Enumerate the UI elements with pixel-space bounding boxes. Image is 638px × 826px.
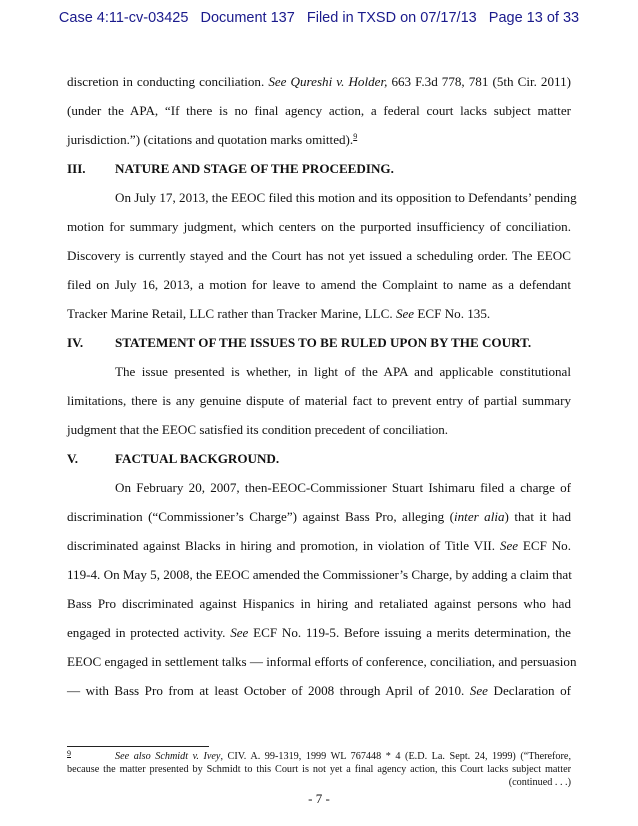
footnote-line: because the matter presented by Schmidt to this Court is not yet a final agency action, this Court lacks subject matter [67,764,571,775]
body-line: The issue presented is whether, in light of the APA and applicable constitutional [115,364,571,379]
body-line: Discovery is currently stayed and the Court has not yet issued a scheduling order. The EEOC [67,248,571,263]
body-line: motion for summary judgment, which centers on the purported insufficiency of conciliation. [67,219,571,234]
body-line: 119-4. On May 5, 2008, the EEOC amended the Commissioner’s Charge, by adding a claim that [67,567,572,582]
footnote-divider [67,746,209,747]
section-heading-v: V. FACTUAL BACKGROUND. [67,451,280,466]
body-line: limitations, there is any genuine dispute of material fact to prevent entry of partial summary [67,393,571,408]
page-number: - 7 - [308,791,330,806]
footnote-line: $^9$ See also Schmidt v. Ivey, CIV. A. 99-1319, 1999 WL 767448 * 4 (E.D. La. Sept. 24, 1999) (“Therefore, [67,749,571,762]
section-heading-iv: IV. STATEMENT OF THE ISSUES TO BE RULED UPON BY THE COURT. [67,335,532,350]
case-header: Case 4:11-cv-03425 Document 137 Filed in TXSD on 07/17/13 Page 13 of 33 [58,10,580,26]
footnote-marker: 9 [67,749,71,758]
body-line: jurisdiction.”) (citations and quotation marks omitted).$^9$ [67,132,358,147]
body-line: EEOC engaged in settlement talks — informal efforts of conference, conciliation, and persuasion [67,654,577,669]
section-heading-iii: III. NATURE AND STAGE OF THE PROCEEDING. [67,161,394,176]
footnote-reference[interactable]: 9 [353,132,358,141]
body-line: On February 20, 2007, then-EEOC-Commissioner Stuart Ishimaru filed a charge of [115,480,571,495]
body-line: Bass Pro discriminated against Hispanics in hiring and retaliated against persons who had [67,596,571,611]
body-line: discriminated against Blacks in hiring and promotion, in violation of Title VII. See ECF No. [67,538,571,553]
body-line: On July 17, 2013, the EEOC filed this motion and its opposition to Defendants’ pending [115,190,577,205]
body-line: discretion in conducting conciliation. See Qureshi v. Holder, 663 F.3d 778, 781 (5th Cir. 2011) [67,74,571,89]
body-line: engaged in protected activity. See ECF No. 119-5. Before issuing a merits determination, the [67,625,571,640]
body-line: filed on July 16, 2013, a motion for leave to amend the Complaint to name as a defendant [67,277,571,292]
body-line: Tracker Marine Retail, LLC rather than Tracker Marine, LLC. See ECF No. 135. [67,306,491,321]
body-line: (under the APA, “If there is no final agency action, a federal court lacks subject matter [67,103,571,118]
body-line: — with Bass Pro from at least October of 2008 through April of 2010. See Declaration of [67,683,571,698]
body-line: discrimination (“Commissioner’s Charge”) against Bass Pro, alleging (inter alia) that it had [67,509,571,524]
body-line: judgment that the EEOC satisfied its condition precedent of conciliation. [67,422,449,437]
footnote-continued: (continued . . .) [508,777,571,788]
